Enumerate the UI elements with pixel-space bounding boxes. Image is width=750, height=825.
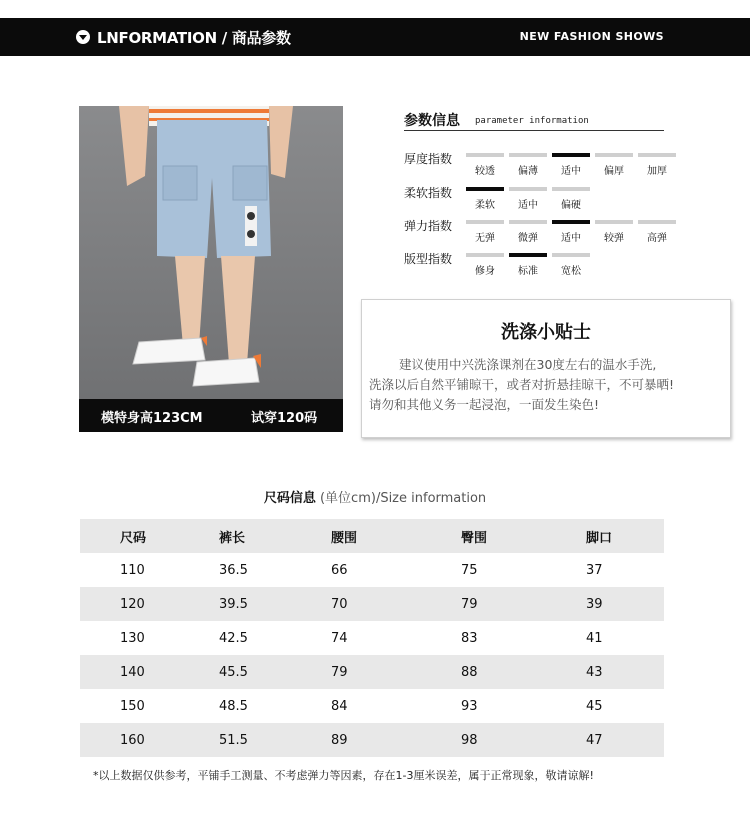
parameter-option bbox=[466, 187, 504, 211]
table-row bbox=[80, 723, 664, 757]
model-height-caption: 模特身高123CM bbox=[101, 411, 203, 426]
parameter-indicator bbox=[509, 153, 547, 157]
parameter-indicator bbox=[595, 220, 633, 224]
table-cell: 74 bbox=[331, 630, 348, 646]
header-hip: 臀围 bbox=[461, 519, 586, 553]
parameter-title: 参数信息 bbox=[404, 113, 460, 129]
parameter-option-label: 无弹 bbox=[475, 233, 495, 244]
header-length: 裤长 bbox=[219, 519, 331, 553]
parameter-option bbox=[509, 253, 547, 277]
table-cell: 45 bbox=[586, 698, 603, 714]
parameter-row-label: 厚度指数 bbox=[404, 152, 453, 166]
parameter-indicator bbox=[509, 220, 547, 224]
parameter-row-label: 柔软指数 bbox=[404, 186, 453, 200]
parameter-option bbox=[552, 153, 590, 177]
trial-size-caption: 试穿120码 bbox=[251, 411, 318, 426]
parameter-option-label: 修身 bbox=[475, 266, 495, 277]
size-info-title: 尺码信息 bbox=[263, 491, 316, 506]
parameter-row-label: 版型指数 bbox=[404, 252, 453, 266]
parameter-underline bbox=[404, 130, 664, 131]
size-disclaimer-note: *以上数据仅供参考，平铺手工测量、不考虑弹力等因素，存在1-3厘米误差，属于正常现象，敬请谅解! bbox=[93, 769, 594, 782]
table-cell: 42.5 bbox=[219, 630, 248, 646]
header-title: LNFORMATION / 商品参数 bbox=[97, 29, 291, 47]
parameter-indicator bbox=[552, 187, 590, 191]
table-cell: 140 bbox=[80, 655, 219, 689]
parameter-indicator bbox=[595, 153, 633, 157]
parameter-option-label: 宽松 bbox=[561, 266, 581, 277]
table-cell: 83 bbox=[461, 630, 478, 646]
table-cell: 150 bbox=[120, 698, 145, 714]
parameter-option-label: 标准 bbox=[518, 266, 538, 277]
table-cell: 39.5 bbox=[219, 587, 331, 621]
table-cell: 88 bbox=[461, 655, 586, 689]
product-photo-illustration bbox=[79, 106, 343, 432]
parameter-option-label: 适中 bbox=[561, 166, 581, 177]
table-cell: 160 bbox=[80, 723, 219, 757]
size-table bbox=[80, 519, 664, 757]
size-table-header bbox=[80, 519, 664, 553]
wash-tip-line: 洗涤以后自然平铺晾干，或者对折悬挂晾干，不可暴晒! bbox=[369, 377, 675, 392]
parameter-option bbox=[552, 187, 590, 211]
parameter-indicator bbox=[509, 187, 547, 191]
parameter-indicator-active bbox=[552, 153, 590, 157]
table-row bbox=[80, 553, 664, 587]
size-info-unit: (单位cm)/Size information bbox=[319, 491, 487, 506]
parameter-option bbox=[466, 253, 504, 277]
wash-tips-title: 洗涤小贴士 bbox=[501, 322, 591, 343]
parameter-option bbox=[552, 220, 590, 244]
header-hem: 脚口 bbox=[586, 519, 664, 553]
header-band bbox=[0, 18, 750, 56]
product-photo bbox=[79, 106, 343, 432]
parameter-option-label: 适中 bbox=[518, 200, 538, 211]
table-cell: 110 bbox=[120, 562, 145, 578]
table-row bbox=[80, 587, 664, 621]
parameter-option bbox=[638, 220, 676, 244]
parameter-option bbox=[466, 153, 504, 177]
parameter-indicator bbox=[552, 253, 590, 257]
table-row bbox=[80, 655, 664, 689]
parameter-option bbox=[638, 153, 676, 177]
table-cell: 120 bbox=[80, 587, 219, 621]
parameter-option bbox=[595, 220, 633, 244]
parameter-option bbox=[552, 253, 590, 277]
table-cell: 51.5 bbox=[219, 723, 331, 757]
wash-tip-line: 请勿和其他义务一起浸泡，一面发生染色! bbox=[369, 397, 600, 412]
parameter-option bbox=[595, 153, 633, 177]
parameter-indicator bbox=[466, 253, 504, 257]
parameter-indicator-active bbox=[466, 187, 504, 191]
parameter-option-label: 高弹 bbox=[647, 233, 667, 244]
parameter-option-label: 柔软 bbox=[475, 200, 495, 211]
parameter-indicator bbox=[466, 220, 504, 224]
table-cell: 66 bbox=[331, 562, 348, 578]
wash-tips-box bbox=[361, 299, 731, 438]
parameter-option bbox=[509, 153, 547, 177]
header-right-text: NEW FASHION SHOWS bbox=[519, 30, 664, 43]
table-cell: 93 bbox=[461, 698, 478, 714]
parameter-subtitle: parameter information bbox=[475, 116, 589, 126]
parameter-row-label: 弹力指数 bbox=[404, 219, 453, 233]
table-cell: 39 bbox=[586, 587, 664, 621]
parameter-option-label: 微弹 bbox=[518, 233, 538, 244]
parameter-option-label: 偏厚 bbox=[604, 166, 624, 177]
parameter-option bbox=[466, 220, 504, 244]
parameter-option-label: 较透 bbox=[475, 166, 495, 177]
table-cell: 98 bbox=[461, 723, 586, 757]
photo-caption-bar bbox=[79, 399, 343, 432]
parameter-option-label: 加厚 bbox=[647, 166, 667, 177]
table-cell: 75 bbox=[461, 562, 478, 578]
header-size: 尺码 bbox=[80, 519, 219, 553]
parameter-indicator-active bbox=[509, 253, 547, 257]
table-cell: 48.5 bbox=[219, 698, 248, 714]
parameter-option-label: 偏硬 bbox=[561, 200, 581, 211]
table-cell: 41 bbox=[586, 630, 603, 646]
parameter-indicator bbox=[638, 153, 676, 157]
parameter-indicator bbox=[638, 220, 676, 224]
parameter-option bbox=[509, 187, 547, 211]
table-cell: 79 bbox=[331, 655, 461, 689]
size-info-heading bbox=[0, 487, 750, 506]
table-cell: 36.5 bbox=[219, 562, 248, 578]
table-row bbox=[80, 621, 664, 655]
header-waist: 腰围 bbox=[331, 519, 461, 553]
table-cell: 79 bbox=[461, 587, 586, 621]
table-cell: 84 bbox=[331, 698, 348, 714]
parameter-indicator bbox=[466, 153, 504, 157]
parameter-option-label: 较弹 bbox=[604, 233, 624, 244]
parameter-option bbox=[509, 220, 547, 244]
location-pin-icon bbox=[76, 30, 90, 44]
table-cell: 89 bbox=[331, 723, 461, 757]
parameter-option-label: 适中 bbox=[561, 233, 581, 244]
table-row bbox=[80, 689, 664, 723]
table-cell: 43 bbox=[586, 655, 664, 689]
table-cell: 45.5 bbox=[219, 655, 331, 689]
parameter-indicator-active bbox=[552, 220, 590, 224]
table-cell: 130 bbox=[120, 630, 145, 646]
wash-tip-line: 建议使用中兴洗涤课剂在30度左右的温水手洗, bbox=[399, 357, 657, 372]
table-cell: 37 bbox=[586, 562, 603, 578]
parameter-option-label: 偏薄 bbox=[518, 166, 538, 177]
table-cell: 70 bbox=[331, 587, 461, 621]
table-cell: 47 bbox=[586, 723, 664, 757]
